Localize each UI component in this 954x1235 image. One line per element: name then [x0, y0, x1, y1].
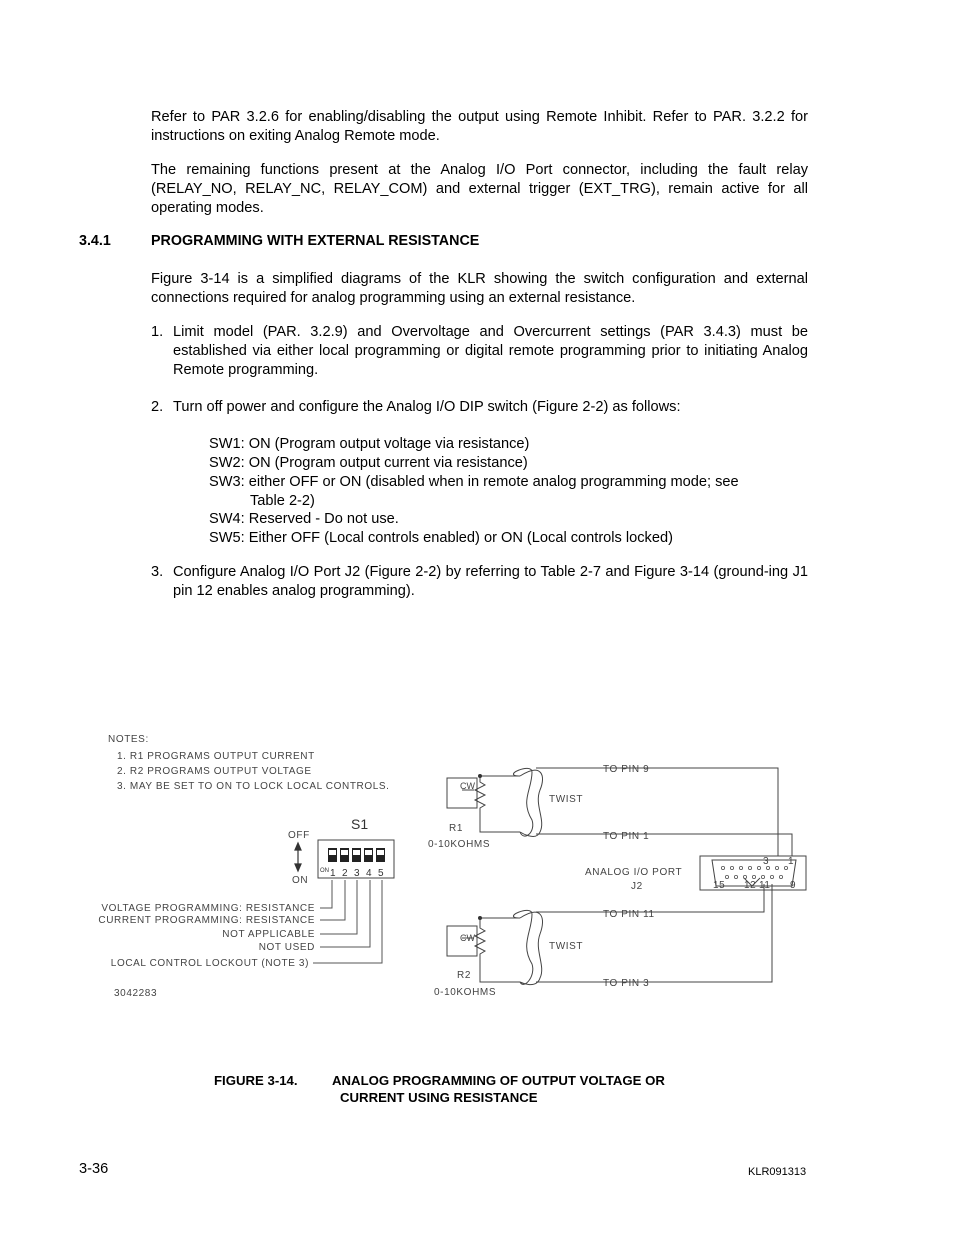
section-title: PROGRAMMING WITH EXTERNAL RESISTANCE — [151, 233, 480, 249]
twist-label-2: TWIST — [549, 941, 584, 952]
connector-pin — [757, 866, 760, 869]
r2-cw: CW — [460, 933, 475, 943]
connector-pin — [779, 875, 782, 878]
page-number: 3-36 — [79, 1161, 109, 1177]
connector-pin — [752, 875, 755, 878]
switch-setting-sw5: SW5: Either OFF (Local controls enabled) or ON (Local controls locked) — [209, 530, 673, 546]
dip-on-small: ON — [320, 868, 329, 874]
to-pin-9-label: TO PIN 9 — [603, 764, 650, 775]
leader-line-sw5 — [313, 880, 382, 963]
connector-pin — [784, 866, 787, 869]
connector-pin — [743, 875, 746, 878]
connector-pin — [775, 866, 778, 869]
switch-name: S1 — [351, 816, 369, 832]
connector-pin — [770, 875, 773, 878]
wire-pin-3 — [536, 884, 772, 982]
pin-1-number: 1 — [788, 856, 795, 867]
notes-title: NOTES: — [108, 734, 149, 745]
to-pin-11-label: TO PIN 11 — [603, 909, 655, 920]
figure-caption-line1: ANALOG PROGRAMMING OF OUTPUT VOLTAGE OR — [332, 1073, 665, 1088]
pin-3-number: 3 — [763, 856, 770, 867]
switch-setting-sw3: SW3: either OFF or ON (disabled when in remote analog programming mode; see — [209, 474, 739, 490]
connector-pin — [721, 866, 724, 869]
r1-resistor — [475, 776, 520, 832]
switch-label-voltage: VOLTAGE PROGRAMMING: RESISTANCE — [101, 903, 315, 914]
to-pin-1-label: TO PIN 1 — [603, 831, 650, 842]
paragraph-remote-inhibit: Refer to PAR 3.2.6 for enabling/disabling the output using Remote Inhibit. Refer to PAR. 3.2.2 for instructions on exiting Analog Remote mode. — [151, 109, 808, 144]
pin-12-number: 12 — [744, 880, 757, 891]
connector-pin — [748, 866, 751, 869]
twisted-pair-1 — [513, 768, 532, 836]
dip-knob — [377, 850, 384, 855]
figure-caption-line2: CURRENT USING RESISTANCE — [340, 1090, 538, 1105]
step-text: Limit model (PAR. 3.2.9) and Overvoltage and Overcurrent settings (PAR 3.4.3) must be established via either local programming or digital remote programming prior to initiating Analog Remote programming. — [173, 324, 808, 378]
wire-pin-1 — [536, 834, 792, 856]
switch-setting-sw4: SW4: Reserved - Do not use. — [209, 511, 399, 527]
pin-15-number: 15 — [713, 880, 726, 891]
section-intro: Figure 3-14 is a simplified diagrams of the KLR showing the switch configuration and external connections required for analog programming using an external resistance. — [151, 271, 808, 306]
note-3: 3. MAY BE SET TO ON TO LOCK LOCAL CONTROLS. — [117, 781, 390, 792]
dip-knob — [341, 850, 348, 855]
dip-number-1: 1 — [330, 868, 336, 879]
dip-knob — [329, 850, 336, 855]
connector-pin — [730, 866, 733, 869]
dip-number-5: 5 — [378, 868, 384, 879]
switch-setting-sw1: SW1: ON (Program output voltage via resistance) — [209, 436, 530, 452]
r1-name: R1 — [449, 823, 463, 834]
to-pin-3-label: TO PIN 3 — [603, 978, 650, 989]
leader-line-sw3 — [320, 880, 357, 934]
wire-pin-9 — [536, 768, 778, 856]
switch-label-not-applicable: NOT APPLICABLE — [222, 929, 315, 940]
r1-cw: CW — [460, 781, 475, 791]
r2-junction — [478, 916, 482, 920]
paragraph-remaining-functions: The remaining functions present at the Analog I/O Port connector, including the fault relay (RELAY_NO, RELAY_NC, RELAY_COM) and external trigger (EXT_TRG), remain active for all operating modes. — [151, 162, 808, 216]
wire-pin-11 — [536, 884, 764, 912]
step-text: Turn off power and configure the Analog I/O DIP switch (Figure 2-2) as follows: — [173, 399, 681, 415]
step-text: Configure Analog I/O Port J2 (Figure 2-2) by referring to Table 2-7 and Figure 3-14 (ground-ing J1 pin 12 enables analog programming). — [173, 564, 808, 599]
figure-caption-number: FIGURE 3-14. — [214, 1073, 298, 1088]
leader-line-sw1 — [320, 880, 332, 908]
r1-junction — [478, 774, 482, 778]
step-number: 1. — [151, 324, 164, 340]
document-id: KLR091313 — [748, 1166, 807, 1178]
switch-label-not-used: NOT USED — [258, 942, 315, 953]
note-2: 2. R2 PROGRAMS OUTPUT VOLTAGE — [117, 766, 312, 777]
off-label: OFF — [288, 830, 310, 841]
on-label: ON — [292, 875, 309, 886]
r2-name: R2 — [457, 970, 471, 981]
arrow-down-icon — [295, 864, 301, 871]
switch-setting-sw3-cont: Table 2-2) — [250, 493, 315, 509]
dip-knob — [353, 850, 360, 855]
pin-9-number: 9 — [790, 880, 797, 891]
arrow-up-icon — [295, 843, 301, 850]
note-1: 1. R1 PROGRAMS OUTPUT CURRENT — [117, 751, 315, 762]
r1-range: 0-10KOHMS — [428, 839, 491, 850]
connector-pin — [739, 866, 742, 869]
pin-11-number: 11 — [759, 880, 771, 891]
r2-resistor — [475, 918, 520, 982]
port-label: ANALOG I/O PORT — [585, 867, 683, 878]
switch-label-lockout: LOCAL CONTROL LOCKOUT (NOTE 3) — [110, 958, 309, 969]
r2-range: 0-10KOHMS — [434, 987, 497, 998]
connector-pin — [761, 875, 764, 878]
switch-setting-sw2: SW2: ON (Program output current via resistance) — [209, 455, 528, 471]
section-number: 3.4.1 — [79, 233, 111, 249]
twisted-pair-2 — [513, 910, 532, 984]
dip-number-2: 2 — [342, 868, 348, 879]
switch-label-current: CURRENT PROGRAMMING: RESISTANCE — [98, 915, 315, 926]
step-number: 3. — [151, 564, 164, 580]
drawing-number: 3042283 — [114, 988, 158, 999]
dip-knob — [365, 850, 372, 855]
dip-number-4: 4 — [366, 868, 372, 879]
connector-pin — [725, 875, 728, 878]
connector-pin — [734, 875, 737, 878]
dip-number-3: 3 — [354, 868, 360, 879]
step-number: 2. — [151, 399, 164, 415]
twist-label-1: TWIST — [549, 794, 584, 805]
port-name: J2 — [631, 881, 643, 892]
